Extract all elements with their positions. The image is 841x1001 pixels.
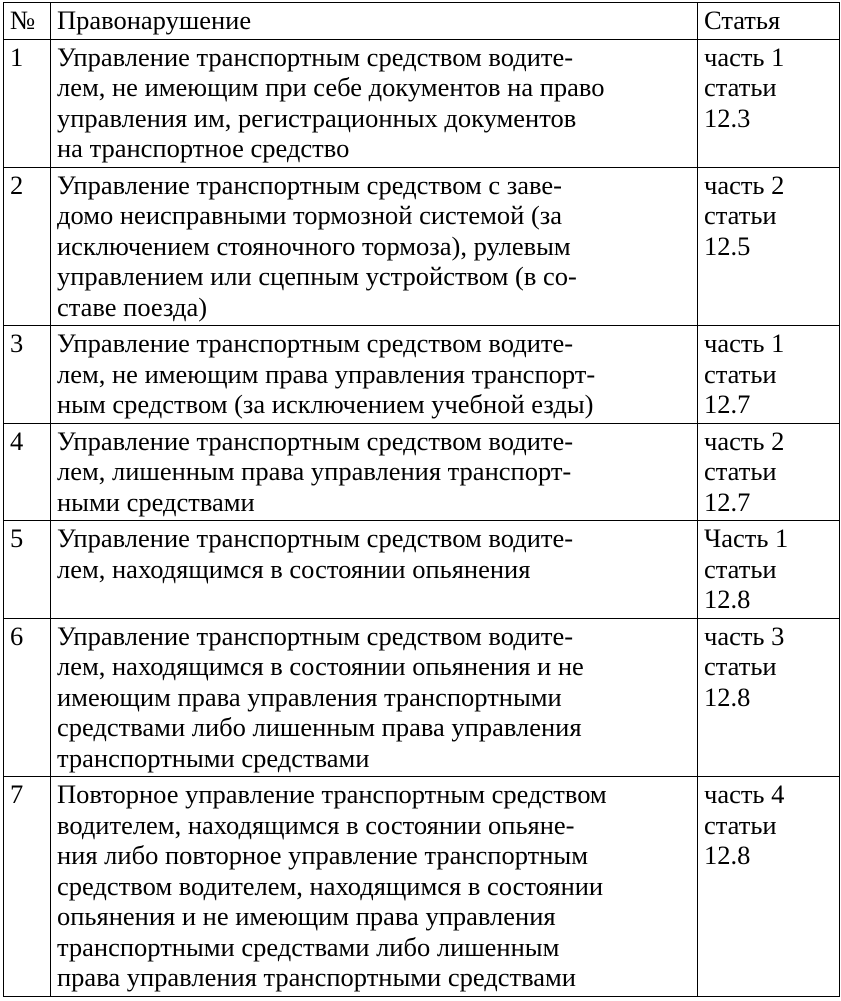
row-article: часть 3 статьи 12.8 [698,618,840,777]
row-article: Часть 1 статьи 12.8 [698,521,840,619]
row-number: 6 [4,618,51,777]
row-article: часть 1 статьи 12.7 [698,326,840,424]
table-row [4,167,840,326]
violations-table [3,2,840,997]
row-offense: Управление транспортным средством водите- лем, лишенным права управления транспорт- ными средствами [51,423,698,521]
row-number: 2 [4,167,51,326]
table-row [4,777,840,997]
row-offense: Управление транспортным средством водите- лем, находящимся в состоянии опьянения [51,521,698,619]
row-number: 3 [4,326,51,424]
row-article: часть 2 статьи 12.7 [698,423,840,521]
table-row [4,521,840,619]
header-offense: Правонарушение [51,3,698,40]
header-article: Статья [698,3,840,40]
row-article: часть 1 статьи 12.3 [698,39,840,167]
table-row [4,39,840,167]
header-number: № [4,3,51,40]
row-number: 5 [4,521,51,619]
row-article: часть 2 статьи 12.5 [698,167,840,326]
row-offense: Управление транспортным средством водите- лем, находящимся в состоянии опьянения и не имеющим права управления транспортными средствами либо лишенным права управления транспортными средствами [51,618,698,777]
row-article: часть 4 статьи 12.8 [698,777,840,997]
table-row [4,423,840,521]
table-row [4,326,840,424]
row-offense: Повторное управление транспортным средством водителем, находящимся в состоянии опьяне- ния либо повторное управление транспортным средством водителем, находящимся в состоянии опьянения и не имеющим права управления транспортными средствами либо лишенным права управления транспортными средствами [51,777,698,997]
row-offense: Управление транспортным средством водите- лем, не имеющим при себе документов на право управления им, регистрационных документов на транспортное средство [51,39,698,167]
row-number: 7 [4,777,51,997]
header-row [4,3,840,40]
table-row [4,618,840,777]
row-number: 4 [4,423,51,521]
row-offense: Управление транспортным средством водите- лем, не имеющим права управления транспорт- ным средством (за исключением учебной езды) [51,326,698,424]
row-number: 1 [4,39,51,167]
row-offense: Управление транспортным средством с заве- домо неисправными тормозной системой (за исключением стояночного тормоза), рулевым управлением или сцепным устройством (в со- ставе поезда) [51,167,698,326]
